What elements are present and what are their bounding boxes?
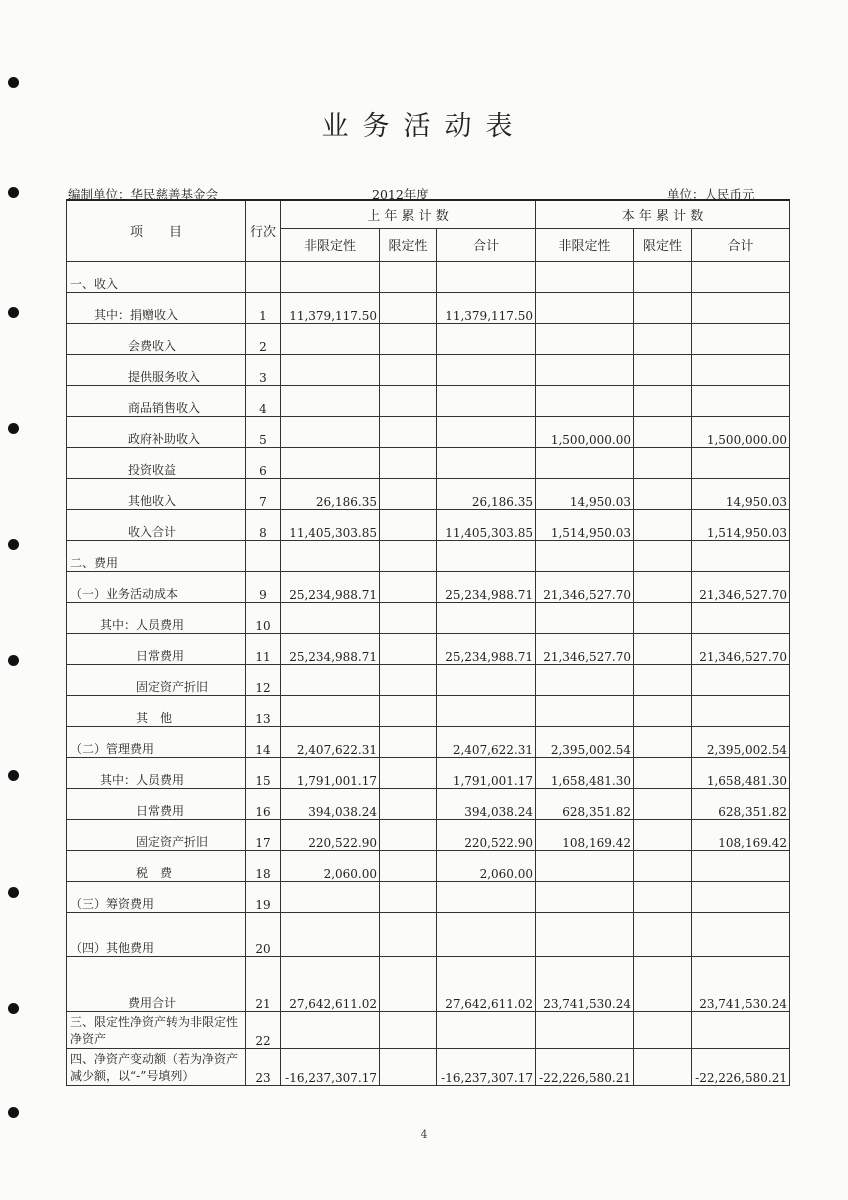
cell-prev-restricted <box>380 881 437 912</box>
table-row <box>67 354 790 385</box>
cell-curr-restricted <box>634 664 692 695</box>
cell-curr-restricted <box>634 385 692 416</box>
cell-curr-total <box>692 664 790 695</box>
cell-curr-restricted <box>634 881 692 912</box>
cell-curr-restricted <box>634 261 692 292</box>
cell-curr-restricted <box>634 540 692 571</box>
punch-hole <box>8 655 19 666</box>
cell-prev-total: 25,234,988.71 <box>437 633 536 664</box>
row-number: 14 <box>246 726 281 757</box>
row-item-label: 固定资产折旧 <box>67 664 246 695</box>
row-item-label: 日常费用 <box>67 633 246 664</box>
cell-curr-unrestricted: 628,351.82 <box>536 788 634 819</box>
row-item-label: （三）筹资费用 <box>67 881 246 912</box>
cell-prev-total: 26,186.35 <box>437 478 536 509</box>
page-title: 业务活动表 <box>321 111 527 142</box>
row-item-label: 四、净资产变动额（若为净资产减少额，以“-”号填列） <box>67 1048 246 1085</box>
punch-hole <box>8 187 19 198</box>
cell-prev-restricted <box>380 447 437 478</box>
cell-curr-total: 1,514,950.03 <box>692 509 790 540</box>
row-item-label: 三、限定性净资产转为非限定性净资产 <box>67 1011 246 1048</box>
row-item-label: 会费收入 <box>67 323 246 354</box>
cell-prev-total: 11,379,117.50 <box>437 292 536 323</box>
row-number: 5 <box>246 416 281 447</box>
cell-prev-total <box>437 540 536 571</box>
cell-curr-total <box>692 292 790 323</box>
table-row <box>67 261 790 292</box>
cell-prev-restricted <box>380 354 437 385</box>
row-number: 16 <box>246 788 281 819</box>
cell-prev-restricted <box>380 323 437 354</box>
row-item-label: （一）业务活动成本 <box>67 571 246 602</box>
row-number: 17 <box>246 819 281 850</box>
punch-hole <box>8 887 19 898</box>
cell-prev-unrestricted: 2,407,622.31 <box>281 726 380 757</box>
row-item-label: 其中：人员费用 <box>67 757 246 788</box>
cell-curr-restricted <box>634 323 692 354</box>
cell-curr-unrestricted <box>536 323 634 354</box>
table-row <box>67 292 790 323</box>
cell-curr-total <box>692 912 790 956</box>
table-row <box>67 695 790 726</box>
cell-curr-total <box>692 323 790 354</box>
cell-curr-restricted <box>634 478 692 509</box>
cell-prev-total: 27,642,611.02 <box>437 956 536 1011</box>
col-header-item: 项 目 <box>67 200 246 261</box>
table-row <box>67 757 790 788</box>
cell-prev-unrestricted <box>281 416 380 447</box>
col-header-prev-total: 合计 <box>437 228 536 261</box>
table-row <box>67 323 790 354</box>
row-item-label: 日常费用 <box>67 788 246 819</box>
cell-prev-unrestricted <box>281 695 380 726</box>
cell-curr-restricted <box>634 602 692 633</box>
cell-prev-unrestricted: 2,060.00 <box>281 850 380 881</box>
cell-curr-total: -22,226,580.21 <box>692 1048 790 1085</box>
cell-prev-restricted <box>380 602 437 633</box>
cell-curr-restricted <box>634 292 692 323</box>
cell-curr-total <box>692 447 790 478</box>
cell-curr-unrestricted <box>536 602 634 633</box>
row-item-label: （四）其他费用 <box>67 912 246 956</box>
cell-curr-total <box>692 850 790 881</box>
cell-prev-restricted <box>380 850 437 881</box>
cell-prev-total <box>437 912 536 956</box>
cell-prev-restricted <box>380 1011 437 1048</box>
cell-curr-restricted <box>634 726 692 757</box>
row-item-label: 一、收入 <box>67 261 246 292</box>
table-row <box>67 912 790 956</box>
row-item-label: 其 他 <box>67 695 246 726</box>
row-item-label: （二）管理费用 <box>67 726 246 757</box>
table-row <box>67 540 790 571</box>
row-number: 7 <box>246 478 281 509</box>
table-row <box>67 1048 790 1085</box>
cell-curr-total: 14,950.03 <box>692 478 790 509</box>
cell-prev-unrestricted: 25,234,988.71 <box>281 571 380 602</box>
table-row <box>67 571 790 602</box>
cell-curr-unrestricted: 23,741,530.24 <box>536 956 634 1011</box>
compiler-label: 编制单位：华民慈善基金会 <box>68 187 219 202</box>
cell-curr-total: 108,169.42 <box>692 819 790 850</box>
cell-curr-total <box>692 695 790 726</box>
cell-prev-unrestricted <box>281 540 380 571</box>
cell-curr-unrestricted <box>536 261 634 292</box>
row-number: 18 <box>246 850 281 881</box>
cell-prev-total: 2,407,622.31 <box>437 726 536 757</box>
punch-hole <box>8 1107 19 1118</box>
cell-curr-restricted <box>634 354 692 385</box>
punch-hole <box>8 539 19 550</box>
cell-prev-unrestricted <box>281 664 380 695</box>
cell-curr-restricted <box>634 788 692 819</box>
cell-prev-unrestricted: 26,186.35 <box>281 478 380 509</box>
table-row <box>67 633 790 664</box>
table-row <box>67 850 790 881</box>
table-row <box>67 726 790 757</box>
cell-curr-unrestricted <box>536 850 634 881</box>
cell-prev-total: 220,522.90 <box>437 819 536 850</box>
cell-prev-total <box>437 664 536 695</box>
cell-prev-total <box>437 323 536 354</box>
punch-hole <box>8 77 19 88</box>
cell-prev-restricted <box>380 956 437 1011</box>
table-row <box>67 478 790 509</box>
row-number <box>246 261 281 292</box>
row-item-label: 投资收益 <box>67 447 246 478</box>
cell-curr-restricted <box>634 1011 692 1048</box>
punch-hole <box>8 770 19 781</box>
cell-curr-unrestricted <box>536 447 634 478</box>
cell-curr-unrestricted <box>536 385 634 416</box>
punch-hole <box>8 423 19 434</box>
row-item-label: 固定资产折旧 <box>67 819 246 850</box>
cell-curr-restricted <box>634 633 692 664</box>
row-item-label: 税 费 <box>67 850 246 881</box>
cell-prev-unrestricted: -16,237,307.17 <box>281 1048 380 1085</box>
col-header-row-no: 行次 <box>246 200 281 261</box>
cell-curr-unrestricted: 21,346,527.70 <box>536 571 634 602</box>
cell-curr-unrestricted <box>536 354 634 385</box>
row-number: 23 <box>246 1048 281 1085</box>
cell-prev-total <box>437 354 536 385</box>
row-number: 9 <box>246 571 281 602</box>
cell-curr-restricted <box>634 695 692 726</box>
cell-curr-total <box>692 602 790 633</box>
cell-curr-unrestricted: 1,500,000.00 <box>536 416 634 447</box>
row-number: 12 <box>246 664 281 695</box>
cell-curr-unrestricted <box>536 540 634 571</box>
row-item-label: 其他收入 <box>67 478 246 509</box>
cell-curr-unrestricted: -22,226,580.21 <box>536 1048 634 1085</box>
row-number <box>246 540 281 571</box>
cell-curr-total: 2,395,002.54 <box>692 726 790 757</box>
row-number: 1 <box>246 292 281 323</box>
row-number: 20 <box>246 912 281 956</box>
cell-curr-total: 21,346,527.70 <box>692 633 790 664</box>
cell-prev-restricted <box>380 1048 437 1085</box>
cell-curr-unrestricted: 1,658,481.30 <box>536 757 634 788</box>
row-item-label: 商品销售收入 <box>67 385 246 416</box>
col-header-prev-restricted: 限定性 <box>380 228 437 261</box>
table-row <box>67 956 790 1011</box>
col-header-curr-total: 合计 <box>692 228 790 261</box>
cell-prev-total <box>437 261 536 292</box>
cell-prev-total <box>437 385 536 416</box>
cell-prev-total: 25,234,988.71 <box>437 571 536 602</box>
table-row <box>67 881 790 912</box>
cell-curr-unrestricted <box>536 695 634 726</box>
cell-curr-restricted <box>634 819 692 850</box>
cell-curr-restricted <box>634 850 692 881</box>
cell-curr-restricted <box>634 1048 692 1085</box>
cell-curr-unrestricted: 108,169.42 <box>536 819 634 850</box>
row-item-label: 收入合计 <box>67 509 246 540</box>
cell-prev-total <box>437 881 536 912</box>
cell-curr-total: 628,351.82 <box>692 788 790 819</box>
cell-prev-total <box>437 695 536 726</box>
cell-prev-restricted <box>380 509 437 540</box>
cell-curr-total: 1,658,481.30 <box>692 757 790 788</box>
cell-curr-restricted <box>634 571 692 602</box>
cell-curr-total <box>692 261 790 292</box>
cell-curr-total <box>692 881 790 912</box>
cell-prev-restricted <box>380 819 437 850</box>
cell-curr-total <box>692 385 790 416</box>
cell-prev-total: 1,791,001.17 <box>437 757 536 788</box>
table-row <box>67 819 790 850</box>
cell-curr-unrestricted: 1,514,950.03 <box>536 509 634 540</box>
col-header-curr-unrestricted: 非限定性 <box>536 228 634 261</box>
col-header-curr-year: 本 年 累 计 数 <box>536 200 790 228</box>
cell-prev-unrestricted <box>281 323 380 354</box>
row-number: 3 <box>246 354 281 385</box>
table-row <box>67 1011 790 1048</box>
cell-curr-restricted <box>634 509 692 540</box>
cell-curr-total: 21,346,527.70 <box>692 571 790 602</box>
table-row <box>67 664 790 695</box>
cell-prev-restricted <box>380 292 437 323</box>
cell-curr-unrestricted: 14,950.03 <box>536 478 634 509</box>
col-header-curr-restricted: 限定性 <box>634 228 692 261</box>
table-row <box>67 788 790 819</box>
cell-prev-restricted <box>380 757 437 788</box>
cell-prev-unrestricted <box>281 385 380 416</box>
row-item-label: 其中：捐赠收入 <box>67 292 246 323</box>
cell-curr-unrestricted <box>536 292 634 323</box>
cell-curr-unrestricted: 2,395,002.54 <box>536 726 634 757</box>
cell-curr-restricted <box>634 447 692 478</box>
row-item-label: 二、费用 <box>67 540 246 571</box>
row-number: 15 <box>246 757 281 788</box>
cell-curr-unrestricted <box>536 912 634 956</box>
row-item-label: 提供服务收入 <box>67 354 246 385</box>
table-row <box>67 416 790 447</box>
cell-prev-unrestricted: 11,379,117.50 <box>281 292 380 323</box>
cell-prev-restricted <box>380 416 437 447</box>
cell-prev-restricted <box>380 912 437 956</box>
cell-prev-total: 394,038.24 <box>437 788 536 819</box>
cell-prev-restricted <box>380 540 437 571</box>
cell-prev-unrestricted: 220,522.90 <box>281 819 380 850</box>
cell-curr-unrestricted <box>536 881 634 912</box>
cell-prev-unrestricted: 25,234,988.71 <box>281 633 380 664</box>
punch-hole <box>8 1003 19 1014</box>
cell-curr-restricted <box>634 956 692 1011</box>
period-label: 2012年度 <box>372 187 429 202</box>
cell-prev-total <box>437 1011 536 1048</box>
row-item-label: 政府补助收入 <box>67 416 246 447</box>
row-number: 13 <box>246 695 281 726</box>
cell-prev-unrestricted <box>281 912 380 956</box>
cell-prev-unrestricted <box>281 1011 380 1048</box>
cell-curr-restricted <box>634 757 692 788</box>
row-number: 21 <box>246 956 281 1011</box>
cell-prev-unrestricted <box>281 602 380 633</box>
cell-curr-total: 1,500,000.00 <box>692 416 790 447</box>
row-item-label: 其中：人员费用 <box>67 602 246 633</box>
table-row <box>67 602 790 633</box>
cell-prev-total: 2,060.00 <box>437 850 536 881</box>
cell-prev-restricted <box>380 788 437 819</box>
cell-prev-unrestricted: 1,791,001.17 <box>281 757 380 788</box>
row-number: 22 <box>246 1011 281 1048</box>
activity-statement-table <box>66 199 790 1086</box>
col-header-prev-unrestricted: 非限定性 <box>281 228 380 261</box>
table-row <box>67 509 790 540</box>
cell-prev-unrestricted <box>281 881 380 912</box>
cell-curr-unrestricted <box>536 1011 634 1048</box>
row-number: 11 <box>246 633 281 664</box>
cell-curr-total: 23,741,530.24 <box>692 956 790 1011</box>
cell-prev-restricted <box>380 385 437 416</box>
cell-prev-total: -16,237,307.17 <box>437 1048 536 1085</box>
cell-prev-unrestricted <box>281 447 380 478</box>
cell-prev-unrestricted <box>281 261 380 292</box>
punch-hole <box>8 307 19 318</box>
table-row <box>67 447 790 478</box>
cell-prev-restricted <box>380 261 437 292</box>
cell-prev-restricted <box>380 571 437 602</box>
row-number: 2 <box>246 323 281 354</box>
cell-curr-unrestricted: 21,346,527.70 <box>536 633 634 664</box>
row-number: 8 <box>246 509 281 540</box>
cell-curr-total <box>692 540 790 571</box>
cell-curr-total <box>692 1011 790 1048</box>
cell-prev-unrestricted <box>281 354 380 385</box>
unit-label: 单位：人民币元 <box>667 187 755 202</box>
cell-prev-unrestricted: 394,038.24 <box>281 788 380 819</box>
cell-prev-total <box>437 447 536 478</box>
page-number: 4 <box>420 1128 428 1141</box>
cell-curr-total <box>692 354 790 385</box>
cell-prev-restricted <box>380 664 437 695</box>
row-number: 6 <box>246 447 281 478</box>
cell-prev-total: 11,405,303.85 <box>437 509 536 540</box>
cell-prev-restricted <box>380 633 437 664</box>
cell-prev-total <box>437 416 536 447</box>
cell-curr-unrestricted <box>536 664 634 695</box>
table-row <box>67 385 790 416</box>
cell-prev-restricted <box>380 695 437 726</box>
cell-curr-restricted <box>634 912 692 956</box>
cell-prev-restricted <box>380 726 437 757</box>
cell-prev-restricted <box>380 478 437 509</box>
row-number: 4 <box>246 385 281 416</box>
cell-curr-restricted <box>634 416 692 447</box>
cell-prev-unrestricted: 27,642,611.02 <box>281 956 380 1011</box>
row-number: 19 <box>246 881 281 912</box>
cell-prev-unrestricted: 11,405,303.85 <box>281 509 380 540</box>
col-header-prev-year: 上 年 累 计 数 <box>281 200 536 228</box>
cell-prev-total <box>437 602 536 633</box>
row-number: 10 <box>246 602 281 633</box>
row-item-label: 费用合计 <box>67 956 246 1011</box>
